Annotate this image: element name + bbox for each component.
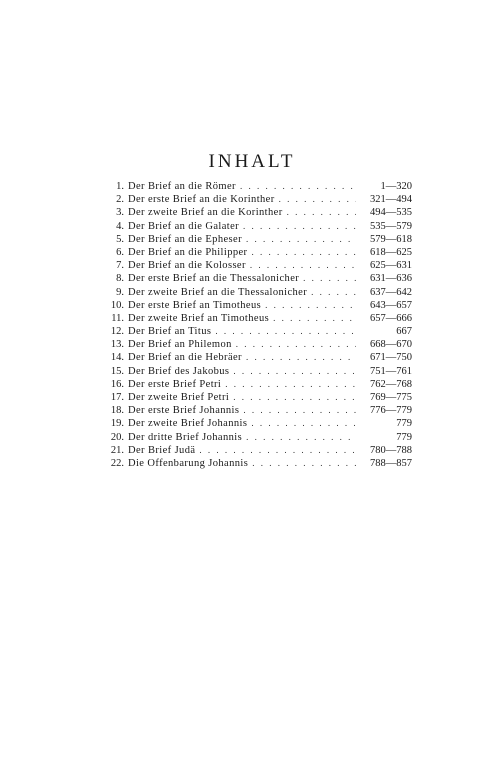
toc-entry-pages: 1—320 bbox=[380, 181, 412, 192]
toc-entry-pages: 779 bbox=[396, 431, 412, 443]
toc-entry-title: Der zweite Brief Johannis bbox=[128, 418, 248, 430]
dot-leader bbox=[233, 391, 356, 404]
toc-entry-pages: 631—636 bbox=[370, 273, 412, 285]
toc-entry-number: 14. bbox=[110, 352, 124, 364]
toc-entry bbox=[104, 457, 412, 470]
dot-leader bbox=[303, 272, 356, 285]
dot-leader bbox=[246, 351, 356, 364]
toc-entry-title: Der Brief an Philemon bbox=[128, 339, 232, 351]
toc-entry-pages: 776—779 bbox=[370, 405, 412, 417]
toc-entry-title: Der dritte Brief Johannis bbox=[128, 431, 243, 443]
dot-leader bbox=[243, 404, 356, 417]
toc-entry-number: 11. bbox=[111, 312, 124, 324]
toc-entry bbox=[104, 193, 412, 206]
toc-entry-title: Der Brief Judä bbox=[128, 444, 196, 456]
toc-entry bbox=[104, 338, 412, 351]
dot-leader bbox=[311, 286, 356, 299]
dot-leader bbox=[246, 431, 356, 444]
dot-leader bbox=[252, 457, 356, 470]
toc-entry bbox=[104, 286, 412, 299]
toc-entry-pages: 494—535 bbox=[370, 207, 412, 219]
dot-leader bbox=[273, 312, 356, 325]
toc-entry bbox=[104, 351, 412, 364]
dot-leader bbox=[233, 365, 356, 378]
toc-entry bbox=[104, 312, 412, 325]
dot-leader bbox=[215, 325, 356, 338]
toc-entry-pages: 321—494 bbox=[370, 194, 412, 206]
toc-entry-number: 18. bbox=[110, 405, 124, 417]
toc-entry-pages: 668—670 bbox=[370, 339, 412, 351]
toc-entry-number: 3. bbox=[116, 207, 124, 219]
table-of-contents bbox=[104, 180, 412, 470]
dot-leader bbox=[225, 378, 356, 391]
toc-entry-number: 2. bbox=[116, 194, 124, 206]
toc-entry-pages: 643—657 bbox=[370, 299, 412, 311]
toc-entry bbox=[104, 246, 412, 259]
toc-entry-title: Der zweite Brief an die Thessalonicher bbox=[128, 286, 308, 298]
toc-entry-pages: 671—750 bbox=[370, 352, 412, 364]
toc-entry bbox=[104, 365, 412, 378]
toc-entry-number: 16. bbox=[110, 378, 124, 390]
toc-entry-number: 22. bbox=[110, 457, 124, 469]
toc-entry-pages: 618—625 bbox=[370, 246, 412, 258]
toc-entry-pages: 788—857 bbox=[370, 457, 412, 469]
toc-entry-title: Der erste Brief an die Thessalonicher bbox=[128, 273, 300, 285]
dot-leader bbox=[236, 338, 356, 351]
toc-entry bbox=[104, 180, 412, 193]
toc-entry-number: 7. bbox=[116, 260, 124, 272]
toc-entry-number: 15. bbox=[110, 365, 124, 377]
toc-entry-pages: 579—618 bbox=[370, 233, 412, 245]
dot-leader bbox=[240, 180, 356, 193]
toc-entry-number: 19. bbox=[110, 418, 124, 430]
toc-entry-title: Der zweite Brief an Timotheus bbox=[128, 312, 270, 324]
toc-entry-title: Der Brief an die Philipper bbox=[128, 246, 248, 258]
toc-entry-title: Der Brief an die Galater bbox=[128, 220, 240, 232]
dot-leader bbox=[199, 444, 356, 457]
toc-entry bbox=[104, 259, 412, 272]
toc-entry-pages: 625—631 bbox=[370, 260, 412, 272]
dot-leader bbox=[246, 233, 356, 246]
toc-entry-pages: 762—768 bbox=[370, 378, 412, 390]
toc-entry-number: 13. bbox=[110, 339, 124, 351]
dot-leader bbox=[287, 206, 356, 219]
toc-entry-pages: 657—666 bbox=[370, 312, 412, 324]
toc-entry bbox=[104, 404, 412, 417]
toc-entry-pages: 667 bbox=[396, 326, 412, 338]
dot-leader bbox=[251, 417, 356, 430]
toc-entry-title: Der erste Brief an Timotheus bbox=[128, 299, 262, 311]
toc-entry-pages: 769—775 bbox=[370, 392, 412, 403]
toc-entry-number: 9. bbox=[116, 286, 124, 298]
toc-entry-title: Der Brief an die Kolosser bbox=[128, 260, 246, 272]
toc-entry-title: Der zweite Brief Petri bbox=[128, 392, 230, 403]
toc-entry bbox=[104, 233, 412, 246]
toc-entry-pages: 780—788 bbox=[370, 444, 412, 456]
toc-entry-number: 12. bbox=[110, 326, 124, 338]
dot-leader bbox=[279, 193, 356, 206]
page-title: INHALT bbox=[208, 151, 296, 172]
toc-entry-number: 21. bbox=[110, 444, 124, 456]
dot-leader bbox=[250, 259, 356, 272]
toc-entry-pages: 535—579 bbox=[370, 220, 412, 232]
toc-entry-title: Der Brief an die Römer bbox=[128, 181, 236, 192]
toc-entry-pages: 779 bbox=[396, 418, 412, 430]
toc-entry-number: 20. bbox=[110, 431, 124, 443]
dot-leader bbox=[265, 299, 356, 312]
toc-entry-number: 10. bbox=[110, 299, 124, 311]
toc-entry bbox=[104, 444, 412, 457]
dot-leader bbox=[251, 246, 356, 259]
toc-entry-title: Der erste Brief an die Korinther bbox=[128, 194, 275, 206]
toc-entry bbox=[104, 325, 412, 338]
toc-entry bbox=[104, 220, 412, 233]
toc-entry bbox=[104, 206, 412, 219]
toc-entry-title: Der Brief an die Hebräer bbox=[128, 352, 242, 364]
toc-entry-number: 1. bbox=[116, 181, 124, 192]
toc-entry-title: Der zweite Brief an die Korinther bbox=[128, 207, 283, 219]
toc-entry-number: 8. bbox=[116, 273, 124, 285]
toc-entry bbox=[104, 391, 412, 404]
toc-entry-number: 17. bbox=[110, 392, 124, 403]
toc-entry bbox=[104, 299, 412, 312]
toc-entry-number: 6. bbox=[116, 246, 124, 258]
toc-entry-title: Der erste Brief Johannis bbox=[128, 405, 240, 417]
toc-entry-title: Der erste Brief Petri bbox=[128, 378, 222, 390]
toc-entry bbox=[104, 431, 412, 444]
toc-entry bbox=[104, 417, 412, 430]
toc-entry-title: Der Brief des Jakobus bbox=[128, 365, 230, 377]
toc-entry bbox=[104, 378, 412, 391]
dot-leader bbox=[243, 220, 356, 233]
toc-entry-pages: 751—761 bbox=[370, 365, 412, 377]
toc-entry-title: Der Brief an die Epheser bbox=[128, 233, 242, 245]
toc-entry bbox=[104, 272, 412, 285]
toc-entry-title: Der Brief an Titus bbox=[128, 326, 212, 338]
toc-entry-title: Die Offenbarung Johannis bbox=[128, 457, 249, 469]
toc-entry-pages: 637—642 bbox=[370, 286, 412, 298]
toc-entry-number: 4. bbox=[116, 220, 124, 232]
toc-entry-number: 5. bbox=[116, 233, 124, 245]
